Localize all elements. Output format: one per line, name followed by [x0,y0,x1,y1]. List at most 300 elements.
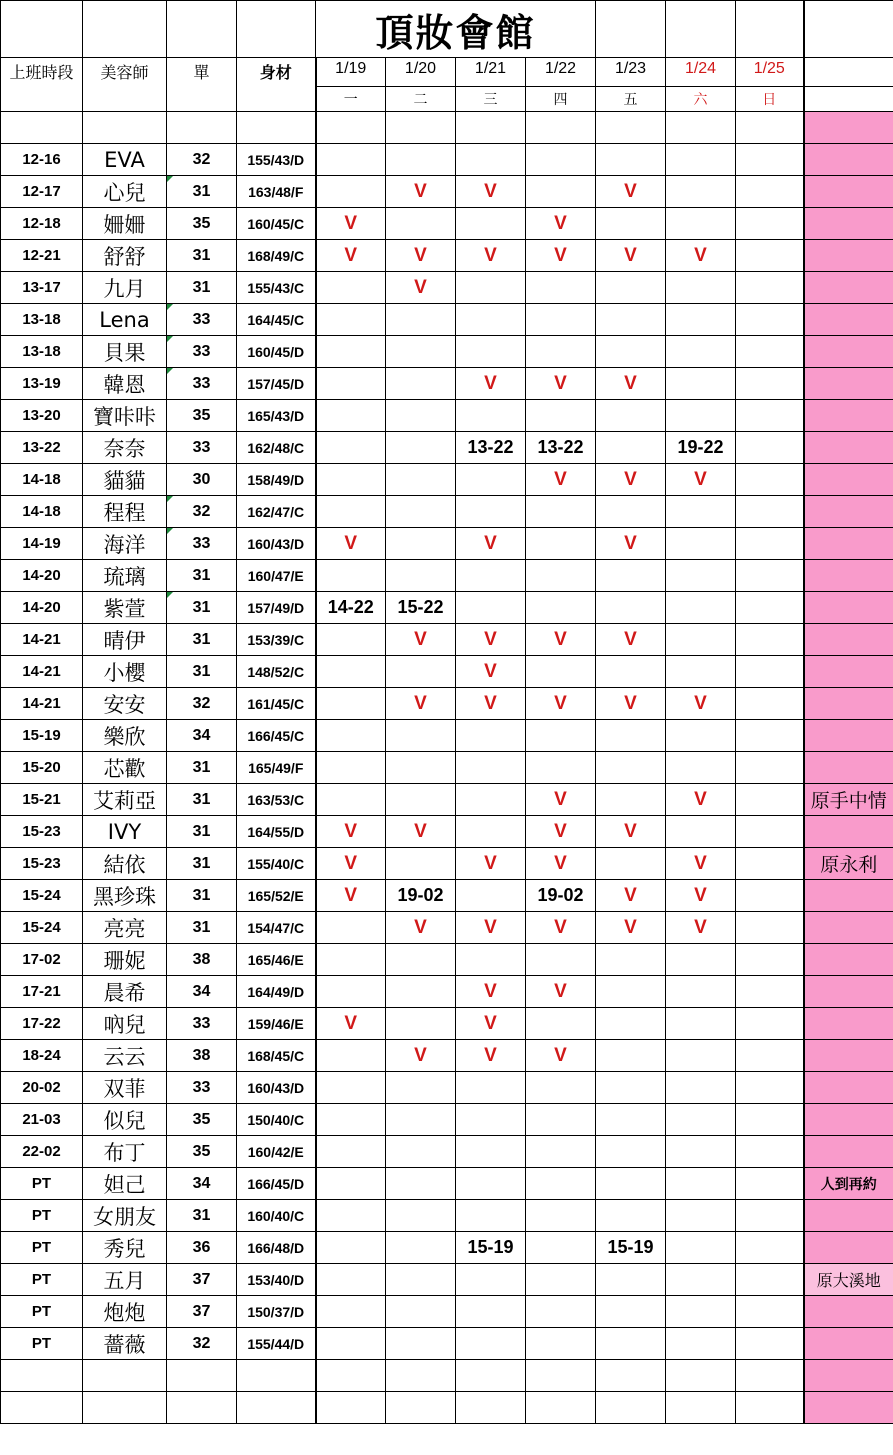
day-cell [666,368,736,400]
day-cell [596,1328,666,1360]
body-cell: 159/46/E [237,1008,316,1040]
check-mark: V [386,816,456,848]
count-cell [167,848,237,880]
note-cell [804,624,893,656]
name-cell: 姍姍 [83,208,167,240]
table-row [1,1264,893,1296]
name-cell: 布丁 [83,1136,167,1168]
day-cell [526,1008,596,1040]
name-cell: 晴伊 [83,624,167,656]
name-cell: 韓恩 [83,368,167,400]
day-cell [666,1264,736,1296]
count-cell [167,528,237,560]
name-cell: 貓貓 [83,464,167,496]
day-cell [526,944,596,976]
day-cell: 14-22 [316,592,386,624]
body-cell: 166/45/D [237,1168,316,1200]
count-cell [167,240,237,272]
weekday-label-5: 五 [596,87,666,112]
day-cell [316,752,386,784]
day-cell [316,272,386,304]
table-row [1,1136,893,1168]
note-cell [804,752,893,784]
name-cell: 海洋 [83,528,167,560]
body-cell: 162/48/C [237,432,316,464]
shift-cell: 14-21 [1,656,83,688]
note-cell [804,304,893,336]
day-cell [666,400,736,432]
day-cell [316,784,386,816]
day-cell [666,528,736,560]
name-cell: 云云 [83,1040,167,1072]
table-row [1,1072,893,1104]
day-cell [316,560,386,592]
count-value: 31 [192,918,211,936]
day-cell: 19-02 [526,880,596,912]
day-cell [666,1328,736,1360]
check-mark: V [456,624,526,656]
day-cell [666,1040,736,1072]
day-cell: 15-19 [456,1232,526,1264]
header-count: 單 [167,58,237,112]
day-cell [386,784,456,816]
check-mark: V [666,240,736,272]
body-cell: 165/46/E [237,944,316,976]
day-cell [666,1200,736,1232]
note-cell [804,1200,893,1232]
day-cell [526,1104,596,1136]
day-cell [596,592,666,624]
empty-cell [736,1392,804,1424]
check-mark: V [456,1008,526,1040]
day-cell [596,208,666,240]
note-header [804,87,893,112]
day-cell [526,144,596,176]
day-cell [316,368,386,400]
day-cell [736,784,804,816]
day-cell [596,1264,666,1296]
shift-cell: 15-24 [1,880,83,912]
shift-cell: 17-02 [1,944,83,976]
day-cell [526,1072,596,1104]
count-cell [167,976,237,1008]
shift-cell: 12-21 [1,240,83,272]
day-cell [666,816,736,848]
shift-cell: 13-22 [1,432,83,464]
table-row [1,1296,893,1328]
day-cell [456,944,526,976]
table-row [1,912,893,944]
note-cell [804,560,893,592]
day-cell [386,1200,456,1232]
check-mark: V [456,848,526,880]
comment-indicator-icon [167,592,173,598]
table-row [1,208,893,240]
note-text: 原手中情 [810,790,887,812]
day-cell [526,1168,596,1200]
day-cell [736,208,804,240]
count-value: 31 [192,854,211,872]
day-cell [596,1104,666,1136]
count-cell [167,496,237,528]
day-cell [386,336,456,368]
day-cell [456,496,526,528]
note-cell [804,1296,893,1328]
day-cell [456,592,526,624]
day-cell [526,176,596,208]
name-cell: 薔薇 [83,1328,167,1360]
note-cell [804,816,893,848]
day-cell [526,1136,596,1168]
day-cell [456,1072,526,1104]
empty-cell [167,1360,237,1392]
table-row [1,816,893,848]
empty-cell [666,1392,736,1424]
day-cell [666,272,736,304]
name-cell: 似兒 [83,1104,167,1136]
day-cell [526,1328,596,1360]
empty-cell [237,1360,316,1392]
check-mark: V [596,368,666,400]
day-cell: 15-19 [596,1232,666,1264]
day-cell [596,1168,666,1200]
table-row [1,720,893,752]
day-cell [316,464,386,496]
table-row [1,624,893,656]
shift-cell: 15-21 [1,784,83,816]
day-cell [596,272,666,304]
body-cell: 157/45/D [237,368,316,400]
count-cell [167,1072,237,1104]
weekday-label-1: 一 [316,87,386,112]
day-cell [736,432,804,464]
count-value: 33 [192,438,211,456]
check-mark: V [386,272,456,304]
check-mark: V [596,528,666,560]
check-mark: V [386,912,456,944]
table-row [1,464,893,496]
table-row [1,1168,893,1200]
check-mark: V [456,368,526,400]
note-cell [804,208,893,240]
day-cell [666,720,736,752]
day-cell [596,944,666,976]
day-cell [736,1008,804,1040]
day-cell [596,1136,666,1168]
body-cell: 160/47/E [237,560,316,592]
header-shift: 上班時段 [1,58,83,112]
count-value: 34 [192,982,211,1000]
count-cell [167,304,237,336]
count-value: 31 [192,278,211,296]
check-mark: V [456,240,526,272]
count-value: 31 [192,790,211,808]
count-cell [167,1040,237,1072]
count-cell [167,464,237,496]
day-cell [666,1232,736,1264]
day-cell [666,944,736,976]
day-cell [666,208,736,240]
header-row [1,58,893,87]
day-cell [386,1072,456,1104]
name-cell: 九月 [83,272,167,304]
table-row [1,752,893,784]
shift-cell: 15-20 [1,752,83,784]
count-cell [167,1328,237,1360]
note-cell [804,1104,893,1136]
day-cell [316,1296,386,1328]
body-cell: 155/44/D [237,1328,316,1360]
day-cell [316,1040,386,1072]
note-cell [804,976,893,1008]
day-cell [456,1168,526,1200]
empty-cell [736,1360,804,1392]
note-cell [804,272,893,304]
check-mark: V [316,816,386,848]
day-cell [736,240,804,272]
count-value: 36 [192,1238,211,1256]
table-row [1,1232,893,1264]
day-cell [596,496,666,528]
day-cell [386,368,456,400]
day-cell [736,688,804,720]
name-cell: 程程 [83,496,167,528]
day-cell [386,496,456,528]
shift-cell: 14-20 [1,592,83,624]
body-cell: 168/49/C [237,240,316,272]
check-mark: V [596,912,666,944]
count-value: 33 [192,342,211,360]
note-cell [804,656,893,688]
note-cell [804,848,893,880]
body-cell: 160/43/D [237,1072,316,1104]
count-cell [167,272,237,304]
shift-cell: PT [1,1328,83,1360]
empty-cell [167,1392,237,1424]
name-cell: 双菲 [83,1072,167,1104]
count-value: 38 [192,1046,211,1064]
table-row [1,528,893,560]
day-cell [526,752,596,784]
check-mark: V [386,1040,456,1072]
day-cell [456,752,526,784]
name-cell: 心兒 [83,176,167,208]
check-mark: V [596,464,666,496]
note-text: 原大溪地 [816,1271,881,1290]
check-mark: V [526,688,596,720]
check-mark: V [526,1040,596,1072]
day-cell [526,336,596,368]
weekday-label-6: 六 [666,87,736,112]
note-cell [804,1264,893,1296]
table-row [1,1200,893,1232]
day-cell [666,592,736,624]
day-cell [666,1168,736,1200]
count-value: 31 [192,182,211,200]
body-cell: 153/40/D [237,1264,316,1296]
day-cell [736,464,804,496]
count-cell [167,208,237,240]
body-cell: 148/52/C [237,656,316,688]
name-cell: 吶兒 [83,1008,167,1040]
count-value: 31 [192,566,211,584]
shift-cell: PT [1,1168,83,1200]
name-cell: 艾莉亞 [83,784,167,816]
body-cell: 165/52/E [237,880,316,912]
day-cell [666,336,736,368]
day-cell [386,1232,456,1264]
body-cell: 155/40/C [237,848,316,880]
name-cell: 奈奈 [83,432,167,464]
count-cell [167,784,237,816]
count-value: 30 [192,470,211,488]
day-cell [386,1104,456,1136]
day-cell [736,176,804,208]
day-cell [526,304,596,336]
day-cell [386,1168,456,1200]
name-cell: Lena [83,304,167,336]
body-cell: 160/42/E [237,1136,316,1168]
name-cell: IVY [83,816,167,848]
body-cell: 150/40/C [237,1104,316,1136]
day-cell [386,144,456,176]
day-cell [386,304,456,336]
comment-indicator-icon [167,496,173,502]
note-cell [804,912,893,944]
count-cell [167,656,237,688]
name-cell: 珊妮 [83,944,167,976]
table-row [1,1040,893,1072]
count-value: 37 [192,1270,211,1288]
note-cell [804,432,893,464]
name-cell: 樂欣 [83,720,167,752]
day-cell [316,720,386,752]
body-cell: 161/45/C [237,688,316,720]
day-cell [386,1008,456,1040]
day-cell [456,464,526,496]
day-cell [456,272,526,304]
day-cell [316,144,386,176]
name-cell: 結依 [83,848,167,880]
day-cell [736,720,804,752]
body-cell: 163/53/C [237,784,316,816]
title-row [1,1,893,58]
count-cell [167,1008,237,1040]
day-cell [456,1296,526,1328]
day-cell [736,624,804,656]
body-cell: 165/49/F [237,752,316,784]
body-cell: 163/48/F [237,176,316,208]
empty-cell [526,1360,596,1392]
weekday-label-3: 三 [456,87,526,112]
note-cell [804,144,893,176]
note-cell [804,176,893,208]
day-cell [456,1264,526,1296]
day-cell [666,496,736,528]
check-mark: V [316,880,386,912]
name-cell: 寶咔咔 [83,400,167,432]
shift-cell: 15-23 [1,848,83,880]
count-value: 31 [192,758,211,776]
check-mark: V [526,976,596,1008]
table-row [1,432,893,464]
day-cell [736,1040,804,1072]
count-value: 31 [192,630,211,648]
count-cell [167,560,237,592]
empty-cell [804,1360,893,1392]
check-mark: V [526,912,596,944]
header-name: 美容師 [83,58,167,112]
day-cell [736,368,804,400]
day-cell [316,656,386,688]
day-cell [666,560,736,592]
check-mark: V [456,912,526,944]
count-cell [167,944,237,976]
day-cell [456,1200,526,1232]
day-cell [736,496,804,528]
note-cell [804,1136,893,1168]
body-cell: 160/43/D [237,528,316,560]
check-mark: V [456,976,526,1008]
empty-row [1,1360,893,1392]
day-cell [456,336,526,368]
body-cell: 160/45/C [237,208,316,240]
check-mark: V [596,240,666,272]
note-cell [804,496,893,528]
count-cell [167,144,237,176]
day-cell [456,816,526,848]
day-cell [736,560,804,592]
count-value: 33 [192,534,211,552]
shift-cell: 12-16 [1,144,83,176]
count-cell [167,1104,237,1136]
day-cell [526,272,596,304]
table-row [1,976,893,1008]
day-cell: 13-22 [456,432,526,464]
note-cell [804,528,893,560]
check-mark: V [666,912,736,944]
day-cell [666,176,736,208]
day-cell [456,784,526,816]
day-cell [316,1104,386,1136]
day-cell [456,144,526,176]
count-value: 31 [192,598,211,616]
body-cell: 155/43/D [237,144,316,176]
check-mark: V [526,624,596,656]
day-cell [456,880,526,912]
note-cell [804,1008,893,1040]
table-row [1,400,893,432]
day-header-2: 1/20 [386,58,456,87]
count-value: 33 [192,374,211,392]
note-cell [804,944,893,976]
count-cell [167,1168,237,1200]
check-mark: V [316,240,386,272]
check-mark: V [316,528,386,560]
count-cell [167,432,237,464]
day-cell [526,496,596,528]
day-cell [316,912,386,944]
day-cell [456,304,526,336]
day-cell [526,1296,596,1328]
day-cell [386,1296,456,1328]
count-cell [167,912,237,944]
shift-cell: 14-21 [1,624,83,656]
header-body: 身材 [237,58,316,112]
day-cell [736,400,804,432]
table-row [1,368,893,400]
day-cell [736,1296,804,1328]
